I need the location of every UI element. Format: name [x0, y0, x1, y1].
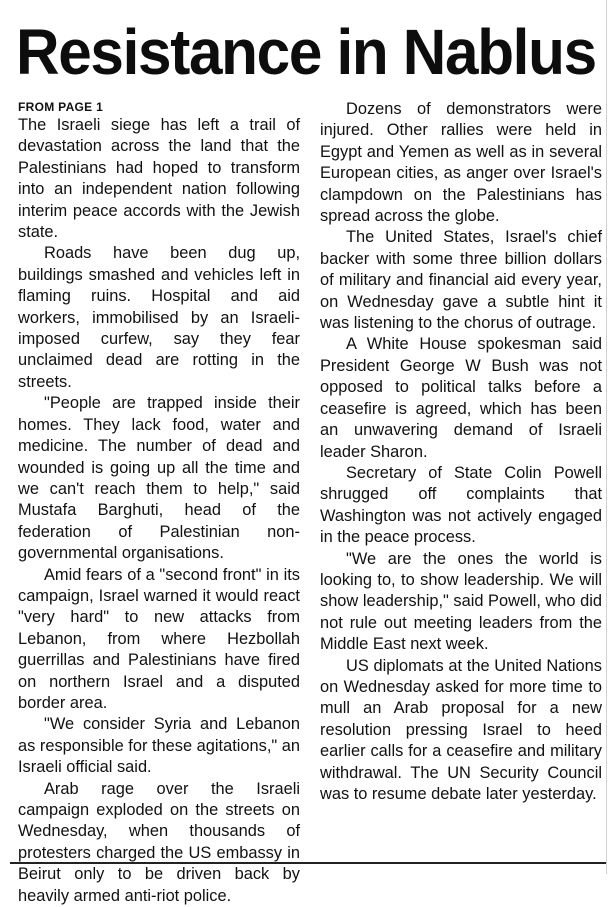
paragraph: Secretary of State Colin Powell shrugged off complaints that Washington was not actively engaged in the peace process.	[320, 463, 602, 547]
paragraph: Arab rage over the Israeli campaign exploded on the streets on Wednesday, when thousands of protesters charged the US embassy in Beirut only to be driven back by heavily armed anti-riot police.	[18, 779, 300, 905]
paragraph: "We consider Syria and Lebanon as responsible for these agitations," an Israeli official said.	[18, 715, 300, 777]
headline: Resistance in Nablus	[16, 16, 596, 88]
kicker: FROM PAGE 1	[18, 100, 104, 114]
paragraph: "People are trapped inside their homes. They lack food, water and medicine. The number of dead and wounded is going up all the time and we can't reach them to help," said Mustafa Barghuti, head of the federation of Palestinian non-governmental organisations.	[18, 394, 300, 563]
paragraph: "We are the ones the world is looking to, to show leadership. We will show leadership," said Powell, who did not rule out meeting leaders from the Middle East next week.	[320, 549, 602, 654]
paragraph: Amid fears of a "second front" in its campaign, Israel warned it would react "very hard" to new attacks from Lebanon, from where Hezbollah guerrillas and Palestinians have fired on northern Israel and a disputed border area.	[18, 565, 300, 712]
paragraph: A White House spokesman said President George W Bush was not opposed to political talks before a ceasefire is agreed, which has been an unwavering demand of Israeli leader Sharon.	[320, 335, 602, 461]
paragraph: Dozens of demonstrators were injured. Other rallies were held in Egypt and Yemen as well as in several European cities, as anger over Israel's clampdown on the Palestinians has spread across the globe.	[320, 100, 602, 226]
right-column	[320, 99, 602, 805]
right-edge-line	[606, 0, 607, 874]
paragraph: The Israeli siege has left a trail of devastation across the land that the Palestinians had hoped to transform into an independent nation following interim peace accords with the Jewish state.	[18, 116, 300, 242]
left-column	[18, 100, 300, 907]
paragraph: US diplomats at the United Nations on Wednesday asked for more time to mull an Arab proposal for a new resolution pressing Israel to heed earlier calls for a ceasefire and military withdrawal. The UN Security Council was to resume debate later yesterday.	[320, 656, 602, 803]
paragraph: Roads have been dug up, buildings smashed and vehicles left in flaming ruins. Hospital and aid workers, immobilised by an Israeli-imposed curfew, say they fear unclaimed dead are rotting in the streets.	[18, 244, 300, 391]
bottom-rule	[10, 862, 606, 864]
paragraph: The United States, Israel's chief backer with some three billion dollars of military and financial aid every year, on Wednesday gave a subtle hint it was listening to the chorus of outrage.	[320, 228, 602, 333]
